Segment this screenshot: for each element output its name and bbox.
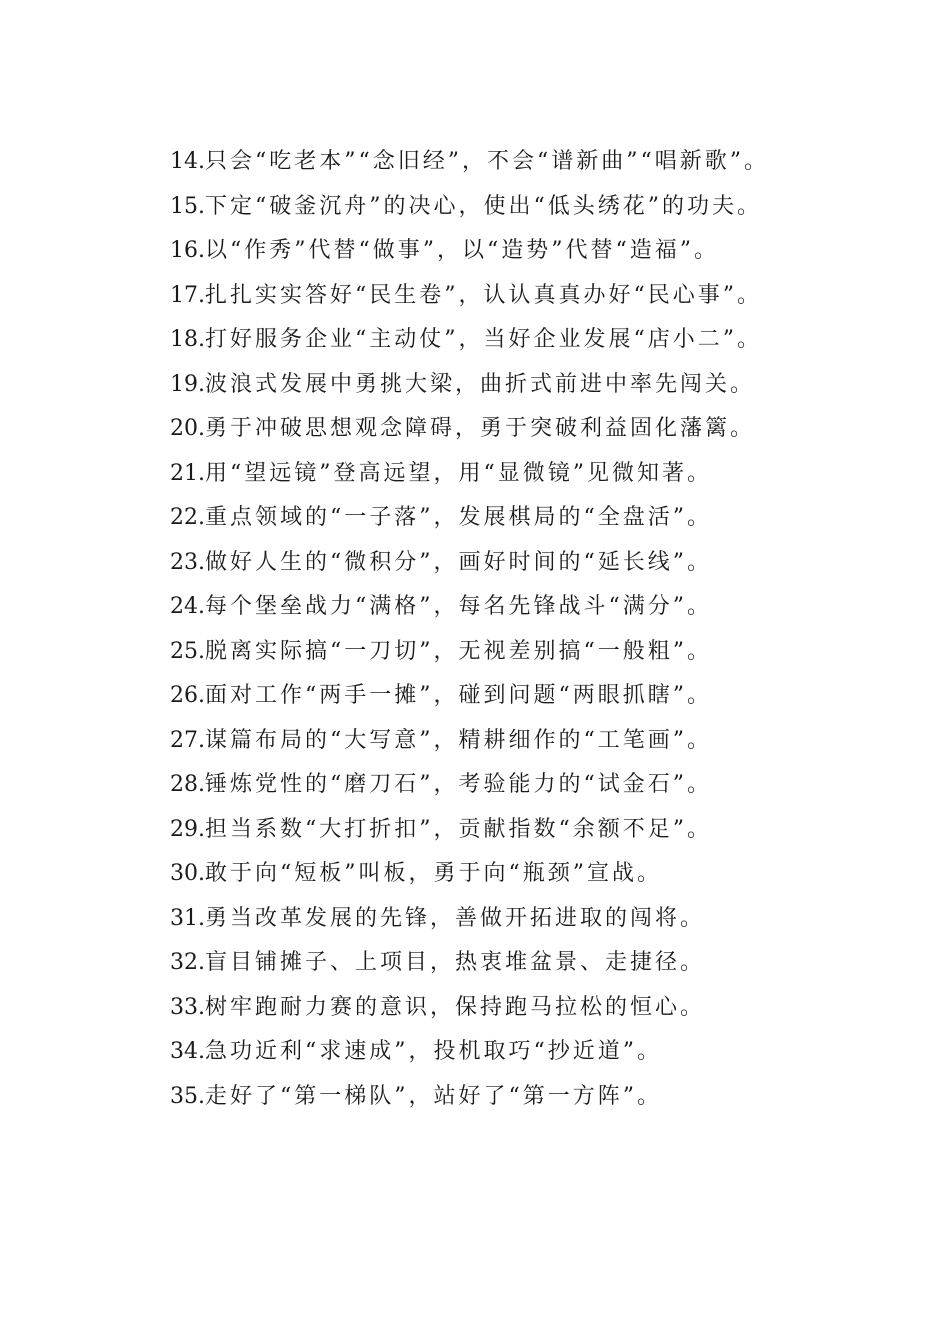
- list-item: [120, 452, 830, 497]
- item-number: 19.: [170, 371, 205, 397]
- list-item: [120, 1075, 830, 1120]
- item-text: 树牢跑耐力赛的意识，保持跑马拉松的恒心。: [205, 994, 706, 1020]
- item-text: 面对工作“两手一摊”，碰到问题“两眼抓瞎”。: [205, 683, 712, 708]
- item-text: 担当系数“大打折扣”，贡献指数“余额不足”。: [205, 816, 712, 842]
- item-text: 以“作秀”代替“做事”，以“造势”代替“造福”。: [205, 238, 719, 263]
- item-number: 32.: [170, 950, 205, 975]
- item-text: 敢于向“短板”叫板，勇于向“瓶颈”宣战。: [205, 861, 662, 886]
- list-item: [120, 140, 830, 185]
- list-item: [120, 496, 830, 541]
- item-text: 谋篇布局的“大写意”，精耕细作的“工笔画”。: [205, 727, 712, 753]
- list-item: [120, 585, 830, 630]
- list-item: [120, 897, 830, 942]
- item-number: 28.: [170, 772, 205, 797]
- item-text: 用“望远镜”登高远望，用“显微镜”见微知著。: [205, 460, 712, 486]
- list-item: [120, 274, 830, 319]
- list-item: [120, 1030, 830, 1075]
- item-text: 做好人生的“微积分”，画好时间的“延长线”。: [205, 549, 712, 575]
- item-number: 25.: [170, 638, 205, 664]
- item-number: 15.: [170, 193, 205, 219]
- list-item: [120, 674, 830, 719]
- list-item: [120, 407, 830, 452]
- list-item: [120, 719, 830, 764]
- item-number: 22.: [170, 505, 205, 530]
- item-number: 27.: [170, 727, 205, 753]
- item-number: 30.: [170, 861, 205, 886]
- item-number: 16.: [170, 238, 205, 263]
- list-item: [120, 852, 830, 897]
- item-text: 只会“吃老本”“念旧经”，不会“谱新曲”“唱新歌”。: [205, 149, 769, 174]
- item-text: 勇当改革发展的先锋，善做开拓进取的闯将。: [205, 905, 706, 931]
- item-number: 24.: [170, 594, 205, 619]
- list-item: [120, 941, 830, 986]
- list-item: [120, 185, 830, 230]
- item-number: 26.: [170, 683, 205, 708]
- item-text: 重点领域的“一子落”，发展棋局的“全盘活”。: [205, 505, 712, 530]
- item-number: 33.: [170, 994, 205, 1020]
- list-item: [120, 363, 830, 408]
- list-item: [120, 763, 830, 808]
- item-number: 17.: [170, 282, 205, 308]
- item-text: 打好服务企业“主动仗”，当好企业发展“店小二”。: [205, 327, 762, 352]
- item-number: 23.: [170, 549, 205, 575]
- list-item: [120, 541, 830, 586]
- item-text: 脱离实际搞“一刀切”，无视差别搞“一般粗”。: [205, 638, 712, 664]
- item-text: 波浪式发展中勇挑大梁，曲折式前进中率先闯关。: [205, 371, 756, 397]
- list-item: [120, 808, 830, 853]
- list-item: [120, 986, 830, 1031]
- item-text: 盲目铺摊子、上项目，热衷堆盆景、走捷径。: [205, 950, 706, 975]
- item-number: 31.: [170, 905, 205, 931]
- item-number: 34.: [170, 1039, 205, 1064]
- item-text: 下定“破釜沉舟”的决心，使出“低头绣花”的功夫。: [205, 193, 762, 219]
- item-text: 锤炼党性的“磨刀石”，考验能力的“试金石”。: [205, 772, 712, 797]
- item-number: 20.: [170, 416, 205, 441]
- item-text: 扎扎实实答好“民生卷”，认认真真办好“民心事”。: [205, 282, 762, 308]
- item-text: 急功近利“求速成”，投机取巧“抄近道”。: [205, 1039, 662, 1064]
- list-item: [120, 318, 830, 363]
- item-number: 18.: [170, 327, 205, 352]
- document-body: [120, 140, 830, 1119]
- item-number: 29.: [170, 816, 205, 842]
- item-text: 勇于冲破思想观念障碍，勇于突破利益固化藩篱。: [205, 416, 756, 441]
- item-text: 每个堡垒战力“满格”，每名先锋战斗“满分”。: [205, 594, 712, 619]
- item-number: 14.: [170, 149, 205, 174]
- item-text: 走好了“第一梯队”，站好了“第一方阵”。: [205, 1083, 662, 1109]
- list-item: [120, 229, 830, 274]
- item-number: 21.: [170, 460, 205, 486]
- item-number: 35.: [170, 1083, 205, 1109]
- list-item: [120, 630, 830, 675]
